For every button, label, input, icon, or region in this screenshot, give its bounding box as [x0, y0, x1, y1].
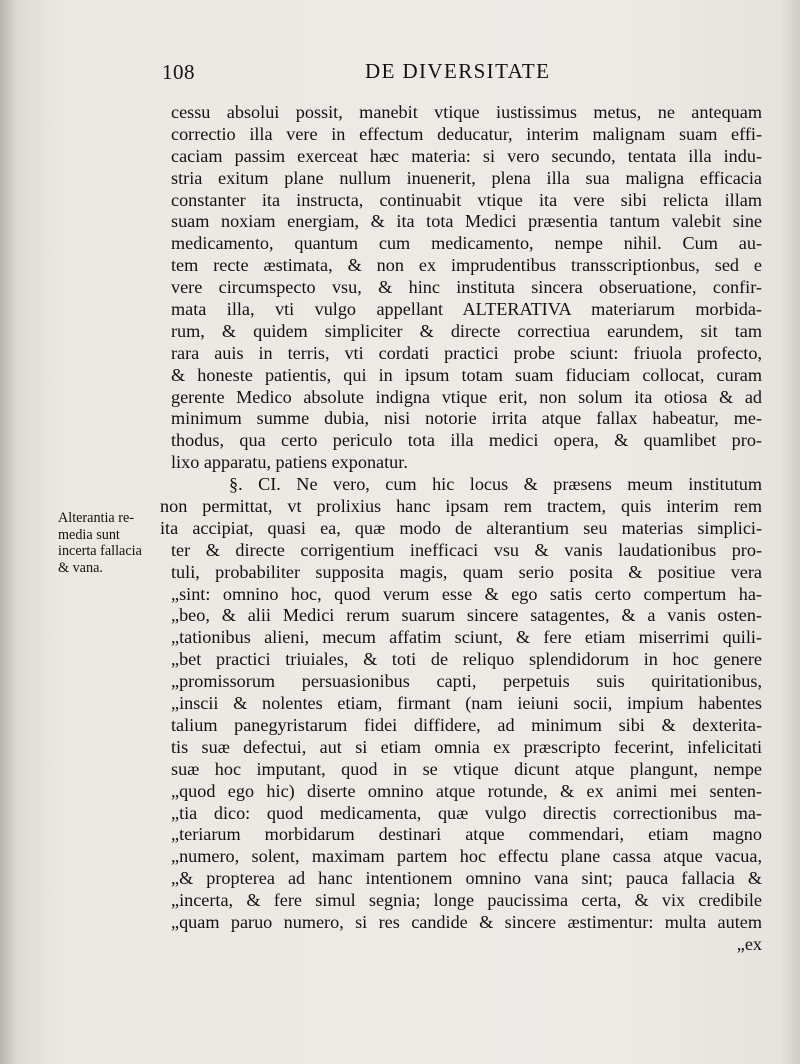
running-head: DE DIVERSITATE	[365, 59, 551, 83]
text-line: thodus, qua certo periculo tota illa medici opera, & quamlibet pro-	[171, 430, 762, 451]
text-line: „incerta, & fere simul segnia; longe paucissima certa, & vix credibile	[171, 890, 762, 911]
text-line: tuli, probabiliter supposita magis, quam serio posita & positiue vera	[171, 561, 762, 582]
text-line: mata illa, vti vulgo appellant ALTERATIVA materiarum morbida-	[171, 299, 762, 320]
body-text	[160, 102, 762, 956]
text-line: ter & directe corrigentium inefficaci vsu & vanis laudationibus pro-	[171, 539, 762, 560]
page-number: 108	[162, 60, 195, 84]
text-line: suæ hoc imputant, quod in se vtique dicunt atque plangunt, nempe	[171, 758, 762, 779]
text-line: tem recte æstimata, & non ex imprudentibus transscriptionbus, sed e	[171, 255, 762, 276]
text-line: vere circumspecto vsu, & hinc instituta sincera obseruatione, confir-	[171, 277, 762, 298]
text-line: cessu absolui possit, manebit vtique iustissimus metus, ne antequam	[171, 102, 762, 122]
text-line: tis suæ defectui, aut si etiam omnia ex præscripto fecerint, infelicitati	[171, 736, 762, 757]
text-line: „tationibus alieni, mecum affatim sciunt, & fere etiam miserrimi quili-	[171, 627, 762, 648]
page-header	[160, 56, 760, 90]
text-line: „& propterea ad hanc intentionem omnino vana sint; pauca fallacia &	[171, 868, 762, 889]
margin-note-line: media sunt	[58, 526, 120, 543]
margin-note-line: & vana.	[58, 559, 103, 576]
text-line: „sint: omnino hoc, quod verum esse & ego satis certo compertum ha-	[171, 583, 762, 604]
catchword: „ex	[736, 933, 762, 954]
text-line: „bet practici triuiales, & toti de reliquo splendidorum in hoc genere	[171, 649, 762, 670]
text-line: talium panegyristarum fidei diffidere, ad minimum sibi & dexterita-	[171, 714, 762, 735]
text-line: lixo apparatu, patiens exponatur.	[171, 452, 408, 473]
text-line: gerente Medico absolute indigna vtique erit, non solum ita otiosa & ad	[171, 386, 762, 407]
text-line: suam noxiam energiam, & ita tota Medici præsentia tantum valebit sine	[171, 211, 762, 232]
text-line: rum, & quidem simpliciter & directe correctiua earundem, sit tam	[171, 320, 762, 341]
text-line: stria exitum plane nullum inuenerit, plena illa sua maligna efficacia	[171, 167, 762, 188]
text-line: medicamento, quantum cum medicamento, nempe nihil. Cum au-	[171, 233, 762, 254]
text-line: correctio illa vere in effectum deducatur, interim malignam suam effi-	[171, 123, 762, 144]
text-line: „promissorum persuasionibus capti, perpetuis suis quiritationibus,	[171, 671, 762, 692]
text-line: ita accipiat, quasi ea, quæ modo de alterantium seu materias simplici-	[160, 517, 762, 538]
text-line: „beo, & alii Medici rerum suarum sincere satagentes, & a vanis osten-	[171, 605, 762, 626]
text-line: „numero, solent, maximam partem hoc effectu plane cassa atque vacua,	[171, 846, 762, 867]
text-line: „tia dico: quod medicamenta, quæ vulgo directis correctionibus ma-	[171, 802, 762, 823]
margin-note-line: incerta fallacia	[58, 543, 142, 559]
section-heading-line: §. CI. Ne vero, cum hic locus & præsens meum institutum	[229, 474, 762, 495]
text-line: constanter ita instructa, continuabit vtique ita vere sibi relicta illam	[171, 189, 762, 210]
text-line: non permittat, vt prolixius hanc ipsam rem tractem, quis interim rem	[160, 496, 762, 517]
text-line: „quam paruo numero, si res candide & sincere æstimentur: multa autem	[171, 911, 762, 932]
text-line: & honeste patientis, qui in ipsum totam suam fiduciam collocat, curam	[171, 364, 762, 385]
text-line: „teriarum morbidarum destinari atque commendari, etiam magno	[171, 824, 762, 845]
margin-note	[58, 510, 170, 576]
text-line: „quod ego hic) diserte omnino atque rotunde, & ex animi mei senten-	[171, 780, 762, 801]
text-line: rara auis in terris, vti cordati practici probe sciunt: friuola profecto,	[171, 342, 762, 363]
text-line: caciam passim exerceat hæc materia: si vero secundo, tentata illa indu-	[171, 145, 762, 166]
text-line: minimum summe dubia, nisi notorie irrita atque fallax habeatur, me-	[171, 408, 762, 429]
text-line: „inscii & nolentes etiam, firmant (nam ieiuni socii, impium habentes	[171, 693, 762, 714]
margin-note-line: Alterantia re-	[58, 510, 135, 526]
